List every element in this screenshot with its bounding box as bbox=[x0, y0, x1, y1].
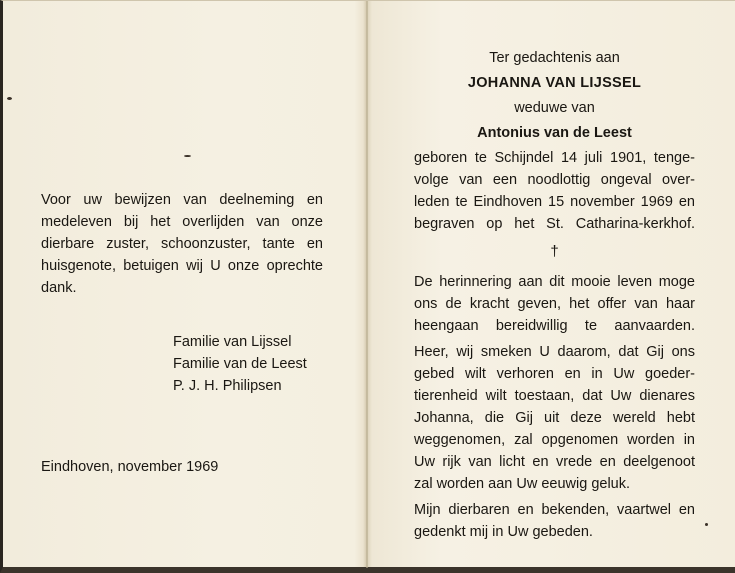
bio-line: volge van een noodlottig ongeval over- bbox=[414, 172, 695, 188]
signature-line: Familie van de Leest bbox=[173, 356, 307, 372]
thanks-paragraph bbox=[41, 189, 323, 299]
prayer-line: Heer, wij smeken U daarom, dat Gij ons bbox=[414, 344, 695, 360]
signatures bbox=[173, 331, 307, 397]
deceased-name: JOHANNA VAN LIJSSEL bbox=[467, 75, 642, 91]
ink-speck bbox=[7, 97, 12, 100]
prayer-line: weggenomen, zal opgenomen worden in bbox=[414, 432, 695, 448]
bio-line: begraven op het St. Catharina-kerkhof. bbox=[414, 216, 695, 232]
spouse-name: Antonius van de Leest bbox=[477, 125, 632, 141]
prayer-line: heengaan bereidwillig te aanvaarden. bbox=[414, 318, 695, 334]
prayer-line: Mijn dierbaren en bekenden, vaartwel en bbox=[414, 502, 695, 518]
prayer-line: tierenheid wilt toestaan, dat Uw dienares bbox=[414, 388, 695, 404]
prayer-line: De herinnering aan dit mooie leven moge bbox=[414, 274, 695, 290]
ink-speck bbox=[184, 155, 191, 157]
thanks-line: dank. bbox=[41, 280, 77, 296]
ink-speck bbox=[705, 523, 708, 526]
thanks-line: huisgenote, betuigen wij U onze oprechte bbox=[41, 258, 323, 274]
prayer-line: Johanna, die Gij uit deze wereld hebt bbox=[414, 410, 695, 426]
signature-line: P. J. H. Philipsen bbox=[173, 378, 282, 394]
prayer-line: zal worden aan Uw eeuwig geluk. bbox=[414, 476, 631, 492]
prayer-line: Uw rijk van licht en vrede en deelgenoot bbox=[414, 454, 695, 470]
prayer-line: gebed wilt verhoren en in Uw goeder- bbox=[414, 366, 695, 382]
bio-line: leden te Eindhoven 15 november 1969 en bbox=[414, 194, 695, 210]
place-date: Eindhoven, november 1969 bbox=[41, 459, 219, 475]
cross-symbol: † bbox=[550, 243, 559, 260]
intro-line: Ter gedachtenis aan bbox=[489, 50, 620, 66]
prayer-line: ons de kracht geven, het offer van haar bbox=[414, 296, 695, 312]
relation-line: weduwe van bbox=[514, 100, 595, 116]
memorial-text bbox=[414, 47, 695, 543]
thanks-line: dierbare zuster, schoonzuster, tante en bbox=[41, 236, 323, 252]
card-fold bbox=[366, 1, 368, 568]
signature-line: Familie van Lijssel bbox=[173, 334, 292, 350]
thanks-line: Voor uw bewijzen van deelneming en bbox=[41, 192, 323, 208]
thanks-line: medeleven bij het overlijden van onze bbox=[41, 214, 323, 230]
prayer-line: gedenkt mij in Uw gebeden. bbox=[414, 524, 593, 540]
bio-line: geboren te Schijndel 14 juli 1901, tenge- bbox=[414, 150, 695, 166]
